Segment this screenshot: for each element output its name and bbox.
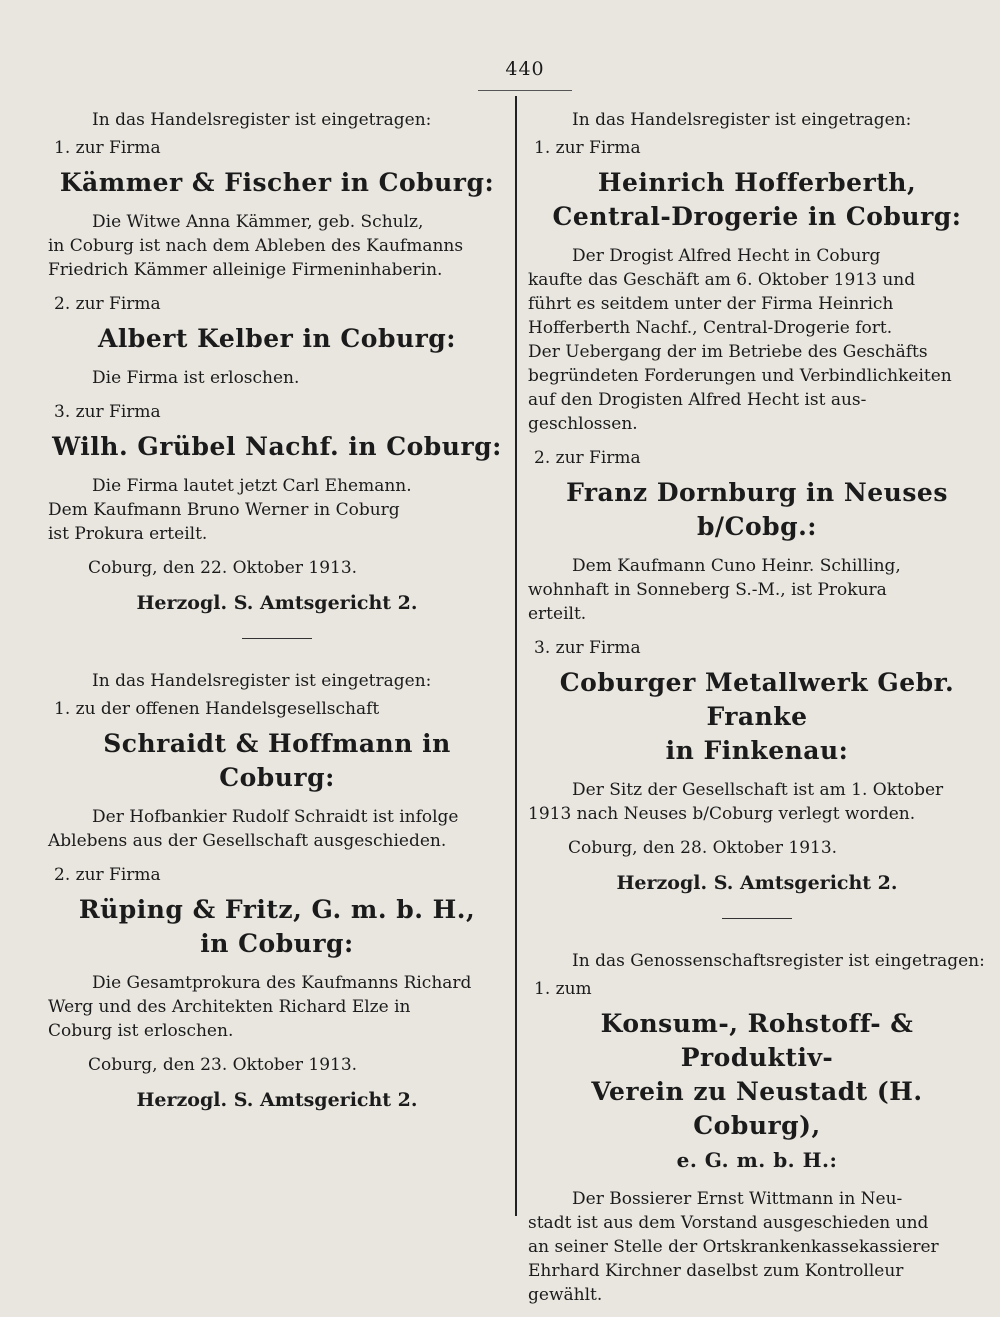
- entry-text: [528, 778, 986, 826]
- entry-text-line: Dem Kaufmann Cuno Heinr. Schilling,: [572, 556, 901, 576]
- court-signature: Herzogl. S. Amtsgericht 2.: [136, 1089, 418, 1111]
- entry-text-line: Der Uebergang der im Betriebe des Geschäfts: [528, 342, 928, 362]
- city-date: Coburg, den 23. Oktober 1913.: [88, 1055, 358, 1075]
- entry-text-line: kaufte das Geschäft am 6. Oktober 1913 und: [528, 270, 916, 290]
- firm-name-line: Coburger Metallwerk Gebr. Franke: [559, 668, 955, 731]
- firm-name: [528, 666, 986, 768]
- firm-name: [48, 893, 506, 961]
- firm-name: Albert Kelber in Coburg:: [97, 324, 457, 353]
- firm-name-line: Heinrich Hofferberth,: [597, 168, 917, 197]
- firm-name: Wilh. Grübel Nachf. in Coburg:: [52, 432, 502, 461]
- firm-name: [528, 166, 986, 234]
- section-rule: [722, 918, 792, 919]
- entry-text-line: Der Sitz der Gesellschaft ist am 1. Oktober: [572, 780, 944, 800]
- entry-label: 1. zu der offenen Handelsgesellschaft: [54, 699, 380, 719]
- city-date: Coburg, den 28. Oktober 1913.: [568, 838, 838, 858]
- entry-text-line: auf den Drogisten Alfred Hecht ist aus-: [528, 390, 867, 410]
- firm-name-line: Central-Drogerie in Coburg:: [552, 202, 962, 231]
- entry-label: 3. zur Firma: [54, 402, 161, 422]
- firm-name-line: Verein zu Neustadt (H. Coburg),: [591, 1077, 923, 1140]
- court-signature: Herzogl. S. Amtsgericht 2.: [616, 872, 898, 894]
- entry-label: 2. zur Firma: [534, 448, 641, 468]
- entry-text-line: in Coburg ist nach dem Ableben des Kaufmanns: [48, 236, 464, 256]
- register-intro: In das Handelsregister ist eingetragen:: [92, 671, 432, 691]
- entry-text-line: geschlossen.: [528, 414, 638, 434]
- entry-text-line: Hofferberth Nachf., Central-Drogerie fort.: [528, 318, 893, 338]
- entry-text-line: Die Firma ist erloschen.: [92, 368, 300, 388]
- firm-name: Kämmer & Fischer in Coburg:: [59, 168, 495, 197]
- register-intro: In das Handelsregister ist eingetragen:: [92, 110, 432, 130]
- entry-text-line: Coburg ist erloschen.: [48, 1021, 234, 1041]
- entry-text-line: führt es seitdem unter der Firma Heinrich: [528, 294, 894, 314]
- firm-name-line: in Finkenau:: [665, 736, 849, 765]
- entry-text-line: Der Drogist Alfred Hecht in Coburg: [572, 246, 881, 266]
- entry-label: 2. zur Firma: [54, 294, 161, 314]
- entry-text-line: Ablebens aus der Gesellschaft ausgeschieden.: [48, 831, 447, 851]
- entry-text: [48, 805, 506, 853]
- entry-text-line: Friedrich Kämmer alleinige Firmeninhaberin.: [48, 260, 443, 280]
- entry-text: [528, 244, 986, 436]
- entry-label: 3. zur Firma: [534, 638, 641, 658]
- entry-text: [528, 1187, 986, 1307]
- city-date: Coburg, den 22. Oktober 1913.: [88, 558, 358, 578]
- entry-text-line: wohnhaft in Sonneberg S.-M., ist Prokura: [528, 580, 887, 600]
- entry-text: [48, 366, 506, 390]
- entry-text-line: Die Firma lautet jetzt Carl Ehemann.: [92, 476, 412, 496]
- entry-text-line: stadt ist aus dem Vorstand ausgeschieden und: [528, 1213, 929, 1233]
- entry-label: 1. zur Firma: [534, 138, 641, 158]
- entry-text: [48, 210, 506, 282]
- firm-name-line: e. G. m. b. H.:: [676, 1148, 838, 1172]
- entry-text-line: begründeten Forderungen und Verbindlichkeiten: [528, 366, 952, 386]
- register-intro: In das Handelsregister ist eingetragen:: [572, 110, 912, 130]
- entry-text: [48, 971, 506, 1043]
- left-column: [48, 108, 506, 1133]
- entry-text: [528, 554, 986, 626]
- entry-label: 2. zur Firma: [54, 865, 161, 885]
- page-number-rule: [478, 90, 572, 91]
- entry-text-line: Dem Kaufmann Bruno Werner in Coburg: [48, 500, 400, 520]
- entry-text-line: Ehrhard Kirchner daselbst zum Kontrolleur: [528, 1261, 904, 1281]
- entry-text-line: an seiner Stelle der Ortskrankenkassekassierer: [528, 1237, 939, 1257]
- section-rule: [242, 638, 312, 639]
- entry-text-line: gewählt.: [528, 1285, 603, 1305]
- firm-name: Schraidt & Hoffmann in Coburg:: [103, 729, 451, 792]
- firm-name-line: Rüping & Fritz, G. m. b. H.,: [78, 895, 476, 924]
- column-divider: [515, 96, 517, 1216]
- entry-label: 1. zur Firma: [54, 138, 161, 158]
- register-intro: In das Genossenschaftsregister ist eingetragen:: [572, 951, 985, 971]
- page-number: 440: [505, 58, 545, 80]
- entry-text-line: 1913 nach Neuses b/Coburg verlegt worden.: [528, 804, 916, 824]
- entry-text: [48, 474, 506, 546]
- firm-name: [528, 1007, 986, 1177]
- entry-text-line: Die Witwe Anna Kämmer, geb. Schulz,: [92, 212, 424, 232]
- right-column: [528, 108, 986, 1317]
- firm-name: Franz Dornburg in Neuses b/Cobg.:: [566, 478, 948, 541]
- entry-label: 1. zum: [534, 979, 592, 999]
- entry-text-line: Der Hofbankier Rudolf Schraidt ist infolge: [92, 807, 459, 827]
- firm-name-line: in Coburg:: [200, 929, 354, 958]
- entry-text-line: Die Gesamtprokura des Kaufmanns Richard: [92, 973, 472, 993]
- firm-name-line: Konsum-, Rohstoff- & Produktiv-: [600, 1009, 914, 1072]
- entry-text-line: Der Bossierer Ernst Wittmann in Neu-: [572, 1189, 903, 1209]
- entry-text-line: ist Prokura erteilt.: [48, 524, 208, 544]
- court-signature: Herzogl. S. Amtsgericht 2.: [136, 592, 418, 614]
- entry-text-line: Werg und des Architekten Richard Elze in: [48, 997, 411, 1017]
- entry-text-line: erteilt.: [528, 604, 587, 624]
